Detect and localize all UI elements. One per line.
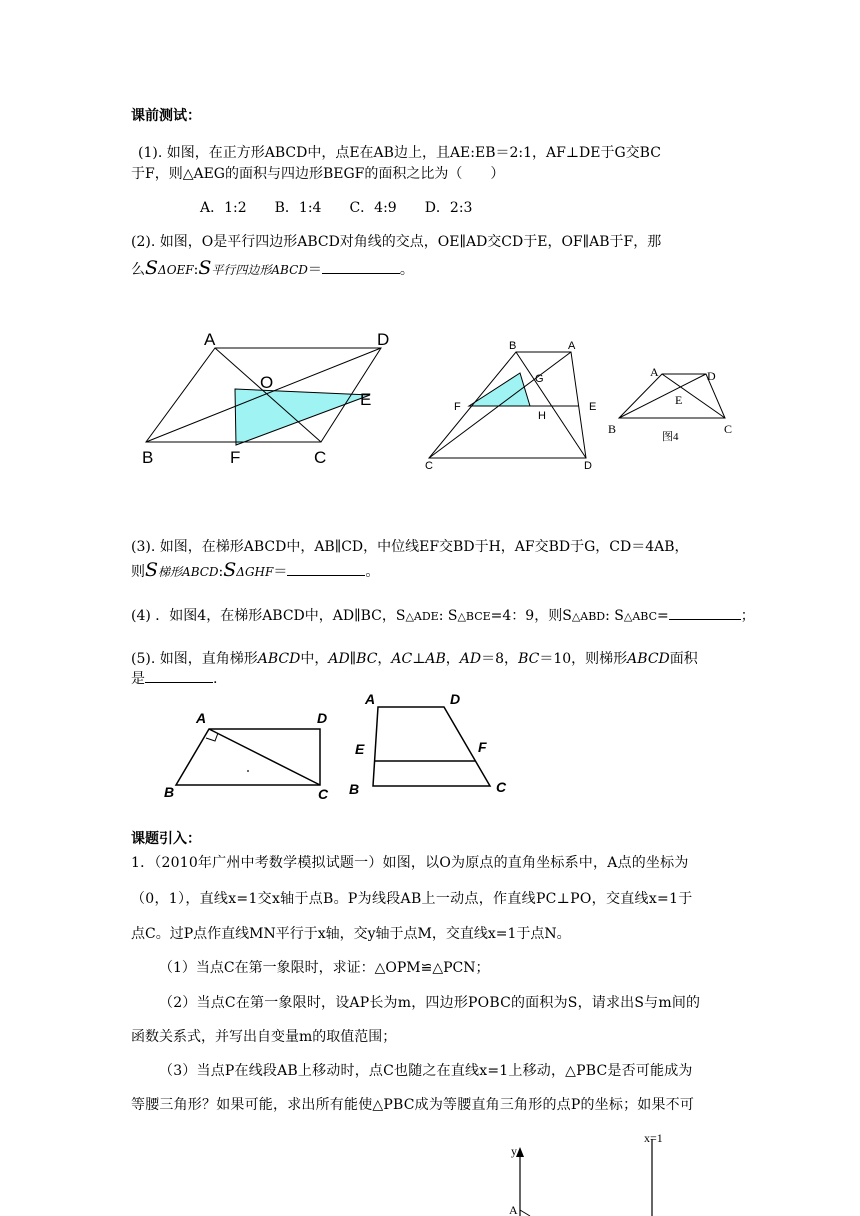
q4-part4: : S [605, 608, 624, 624]
q5-line2-end: . [213, 671, 218, 687]
etrap-label-e: E [355, 741, 365, 757]
q5-part1: (5). 如图，直角梯形 [131, 651, 258, 667]
trap-label-a: A [568, 340, 576, 352]
q2-s2: S [198, 257, 212, 279]
fig4-label-a: A [650, 365, 659, 379]
q3-prefix: 则 [131, 564, 145, 580]
para-label-o: O [260, 373, 274, 392]
coord-a-label: A [509, 1203, 518, 1216]
trap-label-h: H [538, 410, 546, 422]
para-label-c: C [314, 448, 327, 467]
heading-pretest: 课前测试： [131, 108, 201, 124]
q3-answer-blank[interactable] [287, 561, 365, 576]
q5-abcd2: ABCD [627, 651, 670, 667]
fig4-trapezoid [605, 365, 740, 445]
heading-intro: 课题引入： [131, 831, 201, 847]
rtrap-label-d: D [317, 710, 328, 726]
y-axis-arrow-icon [516, 1147, 524, 1157]
q2-line1: (2). 如图，O是平行四边形ABCD对角线的交点，OE∥AD交CD于E，OF∥AB于F，那 [131, 234, 662, 250]
q3-s2: S [223, 559, 237, 581]
trap-label-c: C [425, 460, 433, 472]
q3-end: 。 [365, 564, 380, 580]
q1-line2: 于F，则△AEG的面积与四边形BEGF的面积之比为（ ） [131, 166, 505, 182]
intro-p1-line3: 点C。过P点作直线MN平行于x轴，交y轴于点M，交直线x=1于点N。 [131, 926, 571, 942]
q5-answer-blank[interactable] [145, 668, 213, 683]
q2-prefix: 么 [131, 262, 145, 278]
trapezoid-midline-figure [422, 335, 602, 475]
q2-colon: : [193, 262, 199, 278]
q5-line2 [131, 668, 217, 689]
q5-line1 [131, 649, 698, 669]
q5-cond4: BC [518, 651, 540, 667]
q3-line2 [131, 560, 379, 590]
q3-line1: (3). 如图，在梯形ABCD中，AB∥CD，中位线EF交BD于H，AF交BD于G，CD＝4AB， [131, 539, 689, 555]
q5-line2-prefix: 是 [131, 671, 145, 687]
trap-label-b: B [509, 340, 517, 352]
q4-answer-blank[interactable] [669, 605, 741, 620]
intro-sub2-line2: 函数关系式，并写出自变量m的取值范围； [131, 1029, 397, 1045]
para-label-b: B [142, 448, 154, 467]
q3-sub2: ΔGHF [236, 565, 274, 579]
intro-sub2-line1: （2）当点C在第一象限时，设AP长为m，四边形POBC的面积为S，请求出S与m间的 [159, 995, 701, 1011]
fig4-label-b: B [608, 422, 617, 436]
q2-end: 。 [399, 262, 414, 278]
q2-answer-blank[interactable] [322, 259, 400, 274]
etrap-label-d: D [450, 691, 461, 707]
q4-part3: =4：9，则S [490, 608, 572, 624]
para-label-f: F [230, 448, 241, 467]
rtrap-label-c: C [318, 786, 329, 802]
intro-p1-line1: 1．（2010年广州中考数学模拟试题一）如图，以O为原点的直角坐标系中，A点的坐标为 [131, 855, 689, 871]
fig4-label-d: D [707, 369, 716, 383]
q5-eq4: ＝10，则梯形 [539, 651, 628, 667]
trap-label-e: E [589, 401, 597, 413]
q4-sub-ade: △ADE [405, 610, 439, 623]
right-trapezoid-figure [160, 705, 340, 805]
q2-sub2: 平行四边形ABCD [211, 263, 308, 277]
q5-abcd1: ABCD [257, 651, 301, 667]
rtrap-label-b: B [164, 784, 175, 800]
q3-colon: : [218, 564, 224, 580]
q4-end: ； [740, 608, 755, 624]
para-label-a: A [204, 330, 216, 349]
q1-line1: (1). 如图，在正方形ABCD中，点E在AB边上，且AE:EB＝2:1，AF⊥DE于G交BC [138, 145, 661, 161]
q2-line2 [131, 258, 414, 288]
q5-cond3: AD [459, 651, 482, 667]
q4-sub-abc: △ABC [623, 610, 657, 623]
rtrap-label-a: A [196, 710, 207, 726]
q3-s1: S [145, 559, 159, 581]
coordinate-figure [500, 1125, 680, 1216]
q4-sub-bce: △BCE [457, 610, 491, 623]
etrap-label-c: C [496, 779, 507, 795]
q4-line [131, 605, 755, 627]
trapezoid-ef-figure [345, 688, 520, 803]
etrap-label-f: F [478, 739, 487, 755]
fig4-caption: 图4 [662, 431, 679, 443]
coord-y-label: y [511, 1144, 517, 1158]
etrap-label-b: B [349, 781, 360, 797]
q5-comma1: ， [377, 651, 392, 667]
fig4-label-e: E [675, 393, 683, 407]
parallelogram-figure [140, 325, 390, 470]
q2-sub1: ΔOEF [158, 263, 194, 277]
q4-part2: : S [438, 608, 458, 624]
intro-sub1: （1）当点C在第一象限时，求证：△OPM≌△PCN； [159, 960, 490, 976]
intro-p1-line2: （0，1），直线x=1交x轴于点B。P为线段AB上一动点，作直线PC⊥PO，交直线x=1于 [131, 891, 693, 907]
q2-s1: S [145, 257, 159, 279]
intro-sub3-line2: 等腰三角形？如果可能，求出所有能使△PBC成为等腰直角三角形的点P的坐标；如果不可 [131, 1097, 695, 1113]
q5-cond1: AD∥BC [328, 651, 378, 667]
q1-options: A．1:2 B．1:4 C．4:9 D．2:3 [200, 200, 473, 216]
trap-label-f: F [454, 401, 461, 413]
q3-equals: ＝ [273, 564, 288, 580]
q5-part3: 面积 [669, 651, 698, 667]
etrap-label-a: A [365, 691, 376, 707]
trap-label-d: D [584, 460, 592, 472]
q4-part1: (4) ．如图4，在梯形ABCD中，AD∥BC，S [131, 608, 406, 624]
intro-sub3-line1: （3）当点P在线段AB上移动时，点C也随之在直线x=1上移动，△PBC是否可能成为 [159, 1063, 693, 1079]
q5-comma2: ， [445, 651, 460, 667]
q4-part5: = [657, 608, 669, 624]
q2-equals: ＝ [307, 262, 322, 278]
q5-cond2: AC⊥AB [391, 651, 446, 667]
q5-part2: 中， [300, 651, 329, 667]
coord-line-label: x=1 [644, 1131, 663, 1145]
q4-sub-abd: △ABD [571, 610, 606, 623]
trap-label-g: G [535, 373, 544, 385]
q5-eq3: ＝8， [481, 651, 519, 667]
para-label-e: E [360, 390, 372, 409]
para-label-d: D [377, 330, 390, 349]
q3-sub1: 梯形ABCD [158, 565, 219, 579]
fig4-label-c: C [724, 422, 733, 436]
